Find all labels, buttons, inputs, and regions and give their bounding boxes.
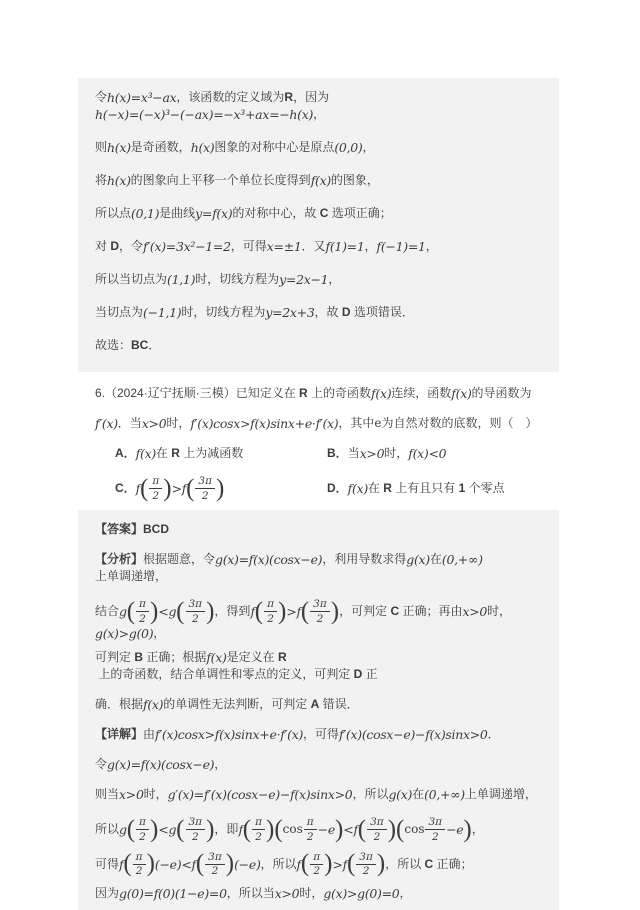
text-line [95, 271, 544, 288]
bold-text: A [310, 697, 320, 712]
math-expression: g [119, 822, 127, 838]
cjk-text: 正确； [433, 856, 473, 871]
right-paren: ) [387, 815, 397, 843]
fraction-denominator: 2 [191, 612, 199, 625]
math-expression: f(1)=1 [325, 239, 365, 254]
text-line [95, 885, 544, 902]
bold-text: R [171, 446, 180, 460]
option-c [115, 475, 327, 502]
cjk-text: 在 [412, 787, 425, 802]
fraction-denominator: 2 [431, 830, 439, 843]
cjk-text: 选项错误． [350, 305, 414, 319]
cjk-text: ， [362, 140, 375, 154]
fraction [136, 816, 149, 843]
cjk-text: ， [364, 239, 377, 253]
fraction [136, 598, 149, 625]
cjk-text: 图象的对称中心是原点 [214, 140, 335, 154]
bold-text: C [424, 856, 434, 871]
text-line [95, 851, 544, 878]
bold-text: 【详解】 [95, 727, 144, 742]
fraction-numerator: 3π [367, 816, 387, 830]
cjk-text: 的图象， [330, 173, 379, 187]
math-expression: f [296, 856, 301, 872]
cjk-text: 上为减函数 [179, 446, 244, 460]
math-expression: h(x)=x³−ax [107, 90, 177, 105]
math-expression: y=2x−1 [279, 272, 329, 287]
cjk-text: ，所以 [352, 787, 389, 802]
cjk-text: ，可得 [303, 727, 340, 742]
fraction [425, 816, 445, 843]
question-6-block [78, 372, 559, 510]
cjk-text: 为自然对数的底数，则（ ） [381, 416, 538, 430]
math-expression: f(x) [206, 650, 227, 666]
answer-6-block [78, 510, 559, 910]
right-paren: ) [216, 474, 225, 502]
fraction-numerator: 3π [195, 475, 215, 489]
math-expression: f(x)<0 [408, 446, 447, 461]
cjk-text: 则当 [95, 787, 120, 802]
left-paren: ( [300, 597, 310, 625]
fraction-numerator: π [133, 851, 146, 865]
math-expression: <g [158, 604, 177, 620]
math-expression: <g [158, 822, 177, 838]
math-expression: g(x) [388, 787, 413, 803]
left-paren: ( [126, 597, 136, 625]
options-row [95, 475, 544, 502]
fraction-numerator: 3π [356, 851, 376, 865]
math-expression: f [238, 822, 243, 838]
right-paren: ) [463, 815, 472, 843]
right-paren: ) [163, 474, 172, 502]
cjk-text: 根据题意，令 [143, 552, 216, 567]
option-b [327, 445, 446, 462]
cjk-text: ． [148, 338, 161, 352]
math-expression: x>0 [462, 604, 488, 620]
left-paren: ( [274, 815, 283, 843]
cjk-text: 上有且只有 [391, 481, 459, 496]
fraction-denominator: 2 [255, 830, 262, 843]
math-expression: f(x) [347, 481, 368, 497]
cjk-text: 是奇函数， [130, 140, 191, 154]
bold-text: D [341, 305, 351, 319]
cjk-text: ，其中 [338, 416, 375, 430]
bold-text: BC [131, 338, 149, 352]
cjk-text: 确．根据 [95, 697, 144, 712]
right-paren: ) [206, 815, 215, 843]
right-paren: ) [149, 815, 159, 843]
cjk-text: 对 [95, 239, 111, 253]
bold-text: B [134, 650, 144, 665]
bold-text: C [390, 604, 400, 619]
math-expression: (−e)<f [154, 856, 196, 872]
math-expression: (1,1) [167, 272, 196, 287]
text-line [95, 304, 544, 321]
bold-text: R [299, 386, 308, 400]
cjk-text: 的对称中心，故 [232, 206, 320, 220]
bold-text: R [284, 90, 294, 104]
cjk-text: 令 [95, 757, 108, 772]
cjk-text: 所以点 [95, 206, 132, 220]
left-paren: ( [140, 474, 149, 502]
math-expression: f′(x)=3x²−1=2 [143, 239, 231, 254]
cjk-text: ， [214, 757, 227, 772]
fraction [186, 816, 206, 843]
bold-text: B． [327, 446, 348, 460]
text-line [95, 238, 544, 255]
cjk-text: 上的奇函数 [307, 386, 372, 400]
math-expression: g(x)>g(0) [95, 626, 154, 642]
bold-text: R [383, 481, 392, 496]
cjk-text: 个零点 [465, 481, 505, 496]
cjk-text: ， [328, 272, 341, 286]
option-d [327, 480, 505, 497]
cjk-text: 的单调性无法判断，可判定 [163, 697, 311, 712]
fraction-numerator: 3π [205, 851, 225, 865]
cjk-text: 在 [429, 552, 442, 567]
text-line [95, 415, 544, 432]
math-expression: (−1,1) [143, 305, 182, 320]
cjk-text: ． [487, 727, 500, 742]
cjk-text: 是定义在 [226, 650, 278, 665]
math-expression: x>0 [359, 446, 385, 461]
fraction-numerator: 3π [425, 816, 445, 830]
cjk-text: 错误． [319, 697, 359, 712]
cjk-text: 正确；根据 [143, 650, 207, 665]
cjk-text: 时，切线方程为 [181, 305, 266, 319]
math-expression: >f [332, 856, 347, 872]
cjk-text: ， [425, 239, 438, 253]
math-expression: (0,+∞) [424, 787, 465, 803]
left-paren: ( [186, 474, 195, 502]
cjk-text: 当 [347, 446, 360, 460]
math-expression: f(x) [135, 446, 156, 461]
right-paren: ) [324, 850, 333, 878]
cjk-text: ，即 [214, 822, 239, 837]
math-expression: f′(x)cosx>f(x)sinx+e·f′(x) [155, 727, 304, 743]
math-expression: >f [171, 481, 187, 497]
bold-text: A． [115, 446, 136, 460]
roman-math: cos [404, 822, 425, 837]
text-line [95, 649, 544, 683]
fraction [310, 598, 330, 625]
right-paren: ) [278, 597, 287, 625]
cjk-text: ， [313, 107, 326, 121]
bold-text: 【分析】 [95, 552, 144, 567]
fraction-denominator: 2 [139, 612, 146, 625]
text-line [95, 598, 544, 642]
cjk-text: 时， [143, 787, 168, 802]
cjk-text: 的图象向上平移一个单位长度得到 [130, 173, 311, 187]
left-paren: ( [396, 815, 405, 843]
math-expression: f′(x)cosx>f(x)sinx+e·f′(x) [190, 416, 339, 431]
cjk-text: ，令 [119, 239, 144, 253]
fraction-numerator: π [252, 816, 265, 830]
math-expression: −e [317, 822, 335, 838]
cjk-text: ，该函数的定义域为 [176, 90, 285, 104]
cjk-text: 连续，函数 [391, 386, 452, 400]
math-expression: (0,0) [334, 140, 363, 155]
text-line [95, 696, 544, 713]
fraction-numerator: 3π [186, 816, 206, 830]
left-paren: ( [300, 850, 310, 878]
right-paren: ) [330, 597, 340, 625]
fraction-denominator: 2 [306, 830, 314, 843]
math-expression: x=±1 [266, 239, 302, 254]
math-expression: >f [286, 604, 301, 620]
cjk-text: 可得 [95, 856, 120, 871]
cjk-text: 所以 [95, 822, 120, 837]
left-paren: ( [242, 815, 252, 843]
fraction-denominator: 2 [135, 865, 143, 878]
cjk-text: ，利用导数求得 [322, 552, 407, 567]
text-line [95, 337, 544, 354]
fraction-denominator: 2 [313, 865, 320, 878]
math-expression: g′(x)=f′(x)(cosx−e)−f(x)sinx>0 [167, 787, 353, 803]
cjk-text: ，故 [314, 305, 342, 319]
math-expression: f [119, 856, 124, 872]
fraction-denominator: 2 [373, 830, 381, 843]
left-paren: ( [357, 815, 367, 843]
cjk-text: 时， [384, 446, 409, 460]
roman-math: e [374, 416, 382, 430]
cjk-text: 令 [95, 90, 108, 104]
options-row [95, 445, 544, 462]
math-expression: g(x)=f(x)(cosx−e) [215, 552, 323, 568]
math-expression: g(x)=f(x)(cosx−e) [107, 757, 215, 773]
math-expression: h(x) [190, 140, 215, 155]
cjk-text: 则 [95, 140, 108, 154]
cjk-text: ，所以 [260, 856, 297, 871]
bold-text: R [277, 650, 287, 665]
fraction-denominator: 2 [211, 865, 219, 878]
cjk-text: ，因为 [293, 90, 330, 104]
math-expression: f [250, 604, 255, 620]
fraction [304, 816, 317, 843]
fraction [133, 851, 146, 878]
solution-5-block [78, 78, 559, 372]
left-paren: ( [126, 815, 136, 843]
cjk-text: ．当 [117, 416, 142, 430]
cjk-text: ， [471, 822, 484, 837]
math-expression: (−e) [234, 856, 261, 872]
text-line [95, 726, 544, 743]
roman-math: cos [282, 822, 303, 837]
fraction-numerator: 3π [186, 598, 206, 612]
math-expression: f(x) [451, 386, 472, 401]
math-expression: (0,+∞) [441, 552, 483, 568]
cjk-text: 可判定 [95, 650, 135, 665]
fraction [186, 598, 206, 625]
option-a [115, 445, 327, 462]
fraction-numerator: π [264, 598, 277, 612]
left-paren: ( [254, 597, 264, 625]
cjk-text: 选项正确； [328, 206, 392, 220]
fraction-numerator: 3π [310, 598, 330, 612]
text-line [95, 756, 544, 773]
bold-text: 【答案】BCD [95, 522, 169, 537]
math-expression: g(x) [406, 552, 430, 568]
fraction [264, 598, 277, 625]
math-expression: y=2x+3 [265, 305, 315, 320]
right-paren: ) [266, 815, 275, 843]
cjk-text: 由 [143, 727, 156, 742]
fraction-denominator: 2 [139, 830, 146, 843]
math-expression: x>0 [119, 787, 144, 803]
math-expression: <f [343, 822, 358, 838]
fraction-denominator: 2 [191, 830, 199, 843]
document-content [78, 78, 559, 910]
cjk-text: 6.（2024·辽宁抚顺·三模）已知定义在 [95, 386, 300, 400]
cjk-text: ， [399, 885, 412, 900]
fraction [367, 816, 387, 843]
fraction [195, 475, 215, 502]
left-paren: ( [176, 815, 185, 843]
cjk-text: 在 [155, 446, 172, 460]
cjk-text: 正确；再由 [399, 604, 463, 619]
cjk-text: ， [153, 626, 166, 641]
fraction-numerator: π [136, 816, 149, 830]
fraction [149, 475, 162, 502]
text-line [95, 172, 544, 189]
left-paren: ( [123, 850, 132, 878]
cjk-text: 在 [367, 481, 384, 496]
text-line [95, 385, 544, 402]
text-line [95, 205, 544, 222]
math-expression: f(x) [310, 173, 331, 188]
cjk-text: ，所以 [385, 856, 425, 871]
math-expression: h(x) [107, 173, 131, 188]
fraction-numerator: π [304, 816, 317, 830]
text-line [95, 786, 544, 803]
right-paren: ) [334, 815, 344, 843]
cjk-text: 时， [299, 885, 324, 900]
cjk-text: 时， [487, 604, 512, 619]
math-expression: g(0)=f(0)(1−e)=0 [119, 885, 227, 901]
math-expression: g [119, 604, 127, 620]
cjk-text: 将 [95, 173, 108, 187]
math-expression: g(x)>g(0)=0 [323, 885, 400, 901]
cjk-text: 正 [362, 667, 378, 682]
fraction-numerator: π [310, 851, 323, 865]
cjk-text: 结合 [95, 604, 120, 619]
bold-text: D． [327, 481, 348, 496]
right-paren: ) [146, 850, 155, 878]
fraction [310, 851, 323, 878]
text-line [95, 521, 544, 538]
math-expression: y=f(x) [195, 206, 233, 221]
cjk-text: ，可得 [230, 239, 267, 253]
math-expression: h(−x)=(−x)³−(−ax)=−x³+ax=−h(x) [95, 107, 314, 122]
text-line [95, 551, 544, 585]
math-expression: f(−1)=1 [376, 239, 426, 254]
bold-text: C [319, 206, 329, 220]
left-paren: ( [346, 850, 356, 878]
left-paren: ( [195, 850, 205, 878]
right-paren: ) [206, 597, 215, 625]
right-paren: ) [225, 850, 235, 878]
right-paren: ) [149, 597, 159, 625]
cjk-text: 上的奇函数，结合单调性和零点的定义，可判定 [95, 667, 354, 682]
fraction-denominator: 2 [267, 612, 274, 625]
text-line [95, 139, 544, 156]
text-line [95, 89, 544, 123]
math-expression: h(x) [107, 140, 131, 155]
left-paren: ( [176, 597, 185, 625]
math-expression: (0,1) [131, 206, 160, 221]
fraction-denominator: 2 [316, 612, 324, 625]
cjk-text: 所以当切点为 [95, 272, 168, 286]
fraction [252, 816, 265, 843]
text-line [95, 816, 544, 843]
fraction-numerator: π [136, 598, 149, 612]
math-expression: f′(x) [95, 416, 118, 431]
fraction [356, 851, 376, 878]
fraction-denominator: 2 [152, 489, 160, 502]
cjk-text: ．又 [301, 239, 326, 253]
right-paren: ) [376, 850, 386, 878]
cjk-text: ，得到 [214, 604, 251, 619]
cjk-text: 当切点为 [95, 305, 144, 319]
cjk-text: 上单调递增， [464, 787, 537, 802]
math-expression: f [135, 481, 140, 497]
cjk-text: 时， [166, 416, 191, 430]
bold-text: C． [115, 481, 136, 496]
cjk-text: ，可判定 [339, 604, 391, 619]
math-expression: x>0 [141, 416, 167, 431]
math-expression: f(x) [371, 386, 392, 401]
cjk-text: ，所以当 [226, 885, 275, 900]
bold-text: D [110, 239, 120, 253]
math-expression: f′(x)(cosx−e)−f(x)sinx>0 [339, 727, 488, 743]
bold-text: 1 [458, 481, 466, 496]
fraction-denominator: 2 [201, 489, 209, 502]
cjk-text: 上单调递增， [95, 569, 168, 584]
math-expression: f(x) [143, 697, 164, 713]
cjk-text: 是曲线 [159, 206, 196, 220]
cjk-text: 故选： [95, 338, 132, 352]
cjk-text: 因为 [95, 885, 120, 900]
fraction-denominator: 2 [362, 865, 370, 878]
fraction-numerator: π [149, 475, 162, 489]
cjk-text: 的导函数为 [471, 386, 532, 400]
cjk-text: 时，切线方程为 [195, 272, 280, 286]
bold-text: D [353, 667, 363, 682]
fraction [205, 851, 225, 878]
math-expression: x>0 [274, 885, 300, 901]
math-expression: −e [446, 822, 464, 838]
